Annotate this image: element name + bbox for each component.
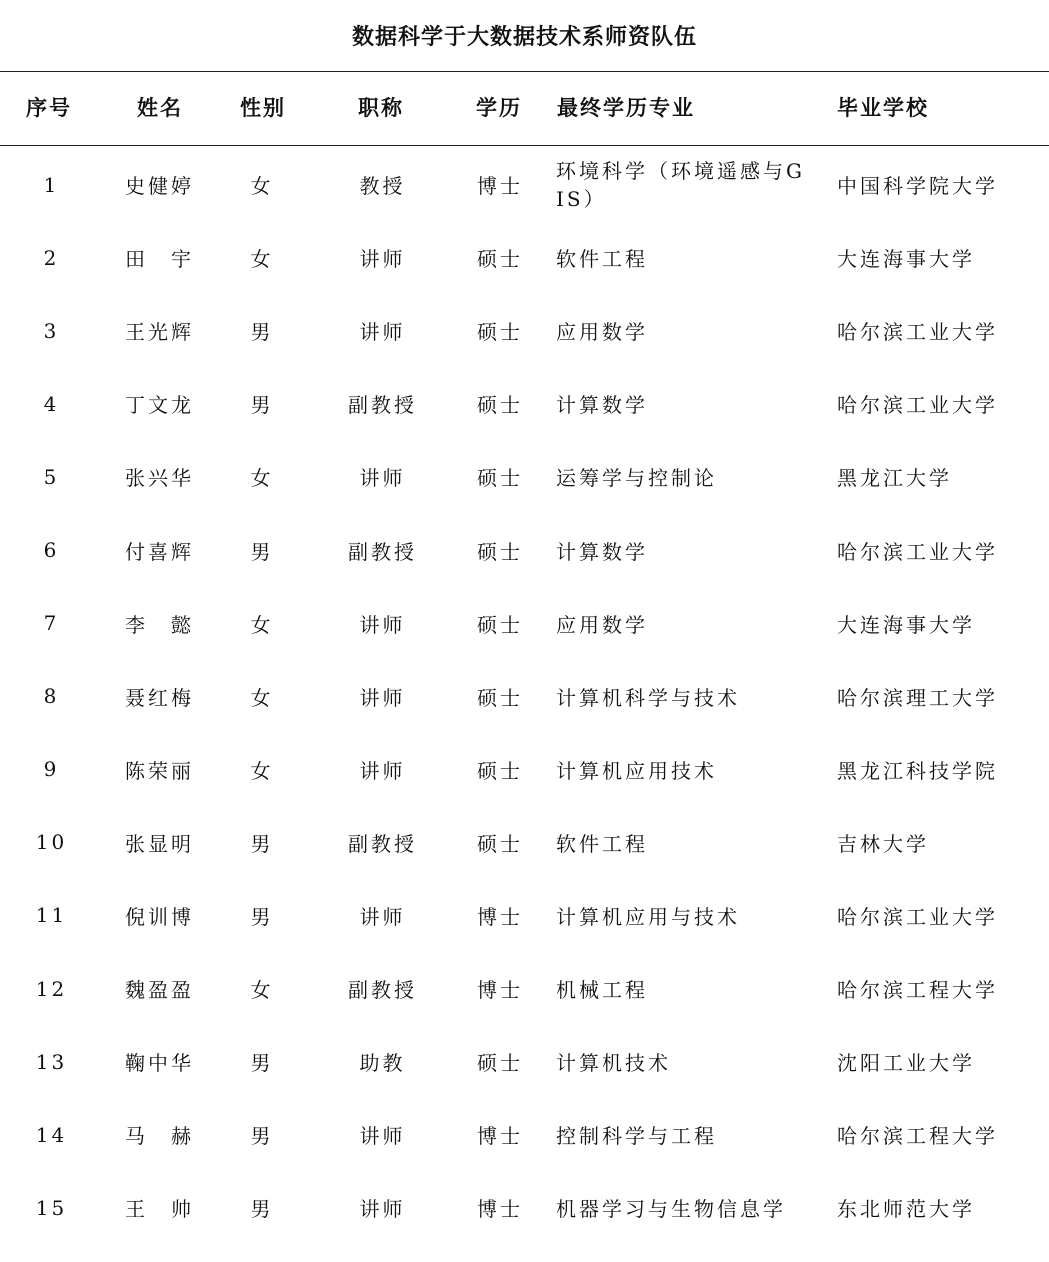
header-name: 姓名	[137, 96, 183, 120]
cell-school: 大连海事大学	[837, 612, 975, 637]
cell-name: 魏盈盈	[125, 978, 194, 1003]
cell-no: 8	[43, 684, 60, 709]
cell-school: 沈阳工业大学	[837, 1051, 975, 1076]
cell-no: 11	[35, 903, 68, 928]
cell-name: 付喜辉	[125, 539, 194, 564]
cell-school: 黑龙江科技学院	[837, 758, 998, 783]
cell-school: 哈尔滨理工大学	[837, 685, 998, 710]
cell-major: 环境科学（环境遥感与GIS）	[556, 158, 805, 211]
cell-degree: 硕士	[477, 758, 523, 783]
cell-major: 计算数学	[556, 539, 648, 564]
cell-major: 运筹学与控制论	[556, 466, 717, 491]
cell-major: 软件工程	[556, 831, 648, 856]
cell-school: 哈尔滨工程大学	[837, 978, 998, 1003]
cell-degree: 硕士	[477, 831, 523, 856]
table-row	[0, 806, 1049, 879]
cell-sex: 男	[250, 904, 274, 929]
cell-sex: 男	[250, 539, 274, 564]
cell-major: 控制科学与工程	[556, 1124, 717, 1149]
cell-title: 讲师	[359, 904, 406, 929]
cell-sex: 男	[250, 831, 274, 856]
cell-major: 计算机科学与技术	[556, 685, 740, 710]
header-major: 最终学历专业	[557, 96, 695, 120]
cell-major: 计算机应用与技术	[556, 904, 740, 929]
table-row	[0, 733, 1049, 806]
cell-degree: 硕士	[477, 1051, 523, 1076]
cell-degree: 博士	[477, 1124, 523, 1149]
cell-school: 中国科学院大学	[837, 174, 998, 199]
cell-name: 陈荣丽	[125, 758, 194, 783]
cell-name: 王光辉	[125, 320, 194, 345]
cell-major: 机器学习与生物信息学	[556, 1197, 786, 1222]
cell-school: 哈尔滨工业大学	[837, 393, 998, 418]
cell-sex: 女	[250, 978, 274, 1003]
cell-no: 2	[43, 245, 60, 270]
cell-degree: 硕士	[477, 320, 523, 345]
cell-sex: 男	[250, 1124, 274, 1149]
cell-school: 哈尔滨工业大学	[837, 320, 998, 345]
cell-sex: 女	[250, 466, 274, 491]
cell-major: 计算数学	[556, 393, 648, 418]
cell-name: 丁文龙	[125, 393, 194, 418]
cell-title: 助教	[359, 1051, 406, 1076]
cell-no: 10	[35, 830, 68, 855]
cell-degree: 硕士	[477, 685, 523, 710]
cell-degree: 硕士	[477, 247, 523, 272]
cell-name: 张兴华	[125, 466, 194, 491]
cell-name: 聂红梅	[125, 685, 194, 710]
table-row	[0, 221, 1049, 294]
cell-no: 4	[43, 391, 60, 416]
cell-degree: 博士	[477, 904, 523, 929]
table-row	[0, 1171, 1049, 1244]
cell-title: 讲师	[359, 247, 406, 272]
header-no: 序号	[26, 96, 72, 120]
cell-title: 教授	[359, 174, 406, 199]
cell-degree: 硕士	[477, 393, 523, 418]
cell-title: 副教授	[348, 978, 417, 1003]
cell-no: 15	[35, 1195, 68, 1220]
cell-degree: 硕士	[477, 466, 523, 491]
header-title: 职称	[358, 96, 404, 120]
cell-sex: 女	[250, 685, 274, 710]
cell-school: 东北师范大学	[837, 1197, 975, 1222]
cell-degree: 博士	[477, 978, 523, 1003]
header-degree: 学历	[476, 96, 522, 120]
table-header-row	[0, 72, 1049, 145]
cell-title: 讲师	[359, 320, 406, 345]
cell-major: 应用数学	[556, 612, 648, 637]
cell-sex: 男	[250, 1197, 274, 1222]
cell-degree: 博士	[477, 174, 523, 199]
table-row	[0, 1025, 1049, 1098]
cell-school: 哈尔滨工业大学	[837, 904, 998, 929]
cell-title: 副教授	[348, 393, 417, 418]
cell-major: 计算机技术	[556, 1051, 671, 1076]
cell-title: 讲师	[359, 758, 406, 783]
header-school: 毕业学校	[837, 96, 929, 120]
cell-major: 应用数学	[556, 320, 648, 345]
cell-major: 软件工程	[556, 247, 648, 272]
table-row	[0, 367, 1049, 440]
cell-sex: 男	[250, 320, 274, 345]
cell-degree: 硕士	[477, 612, 523, 637]
cell-sex: 女	[250, 174, 274, 199]
cell-name: 王 帅	[125, 1197, 194, 1222]
table-row	[0, 952, 1049, 1025]
table-row	[0, 1098, 1049, 1171]
cell-title: 讲师	[359, 1197, 406, 1222]
page-title: 数据科学于大数据技术系师资队伍	[351, 25, 697, 50]
cell-no: 7	[43, 611, 60, 636]
table-header-rule	[0, 145, 1049, 146]
cell-sex: 女	[250, 758, 274, 783]
cell-no: 1	[43, 172, 60, 197]
cell-name: 张显明	[125, 831, 194, 856]
cell-no: 5	[43, 464, 60, 489]
cell-title: 副教授	[348, 539, 417, 564]
cell-title: 讲师	[359, 685, 406, 710]
cell-sex: 女	[250, 612, 274, 637]
table-row	[0, 513, 1049, 586]
table-row	[0, 148, 1049, 221]
cell-school: 哈尔滨工程大学	[837, 1124, 998, 1149]
cell-major: 计算机应用技术	[556, 758, 717, 783]
cell-name: 李 懿	[125, 612, 194, 637]
cell-name: 史健婷	[125, 174, 194, 199]
header-sex: 性别	[240, 96, 286, 120]
cell-no: 13	[35, 1049, 68, 1074]
cell-title: 讲师	[359, 466, 406, 491]
cell-school: 大连海事大学	[837, 247, 975, 272]
cell-degree: 硕士	[477, 539, 523, 564]
table-row	[0, 294, 1049, 367]
table-row	[0, 587, 1049, 660]
cell-title: 讲师	[359, 1124, 406, 1149]
cell-name: 马 赫	[125, 1124, 194, 1149]
cell-school: 黑龙江大学	[837, 466, 952, 491]
table-row	[0, 660, 1049, 733]
cell-name: 田 宇	[125, 247, 194, 272]
cell-sex: 男	[250, 1051, 274, 1076]
cell-sex: 男	[250, 393, 274, 418]
table-body	[0, 148, 1049, 1244]
cell-school: 哈尔滨工业大学	[837, 539, 998, 564]
cell-sex: 女	[250, 247, 274, 272]
cell-title: 副教授	[348, 831, 417, 856]
cell-no: 3	[43, 318, 60, 343]
cell-no: 12	[35, 976, 68, 1001]
cell-name: 鞠中华	[125, 1051, 194, 1076]
cell-school: 吉林大学	[837, 831, 929, 856]
cell-major: 机械工程	[556, 978, 648, 1003]
table-row	[0, 440, 1049, 513]
cell-title: 讲师	[359, 612, 406, 637]
cell-no: 6	[43, 538, 60, 563]
cell-name: 倪训博	[125, 904, 194, 929]
cell-no: 14	[35, 1122, 68, 1147]
table-row	[0, 879, 1049, 952]
cell-no: 9	[43, 757, 60, 782]
cell-degree: 博士	[477, 1197, 523, 1222]
